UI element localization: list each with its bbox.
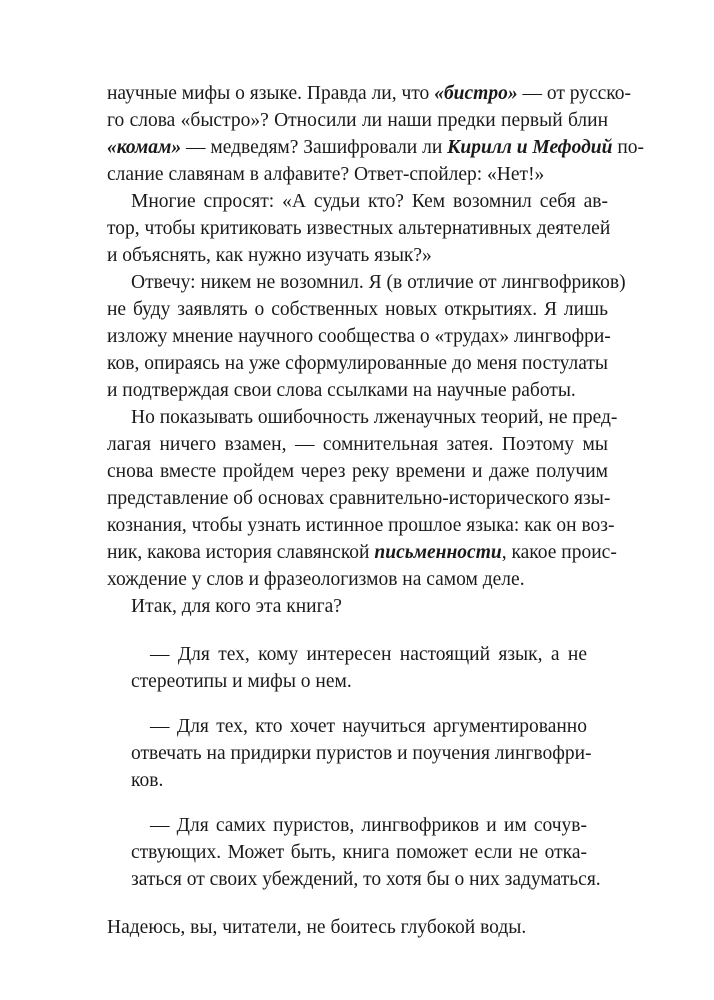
text-line (107, 486, 611, 512)
text-segment: заться от своих убеждений, то хотя бы о них задуматься. (131, 869, 601, 890)
text-segment: Отвечу: никем не возомнил. Я (в отличие от лингвофриков) (131, 272, 626, 293)
text-segment: ствующих. Может быть, книга поможет если не отка- (131, 842, 587, 863)
text-segment: представление об основах сравнительно-исторического язы- (107, 488, 611, 509)
text-line (107, 567, 608, 593)
text-segment: Итак, для кого эта книга? (131, 596, 342, 617)
list-item-line (131, 669, 587, 695)
text-line (107, 432, 608, 458)
text-segment: ник, какова история славянской (107, 542, 375, 563)
text-segment: — Для тех, кому интересен настоящий язык, а не (150, 644, 587, 665)
text-line (107, 297, 608, 323)
text-segment: стереотипы и мифы о нем. (131, 671, 352, 692)
emphasized-term: «бистро» (434, 83, 518, 104)
text-line (107, 540, 617, 566)
text-segment: кознания, чтобы узнать истинное прошлое языка: как он воз- (107, 515, 615, 536)
list-item-line (150, 813, 587, 839)
text-line (107, 135, 645, 161)
text-segment: , какое проис- (501, 542, 617, 563)
text-segment: по- (612, 137, 645, 158)
text-segment: ков. (131, 770, 164, 791)
text-line (131, 594, 608, 620)
emphasized-term: письменности (374, 542, 502, 563)
text-segment: — от русско- (517, 83, 632, 104)
list-item-line (131, 741, 592, 767)
text-segment: не буду заявлять о собственных новых открытиях. Я лишь (107, 299, 608, 320)
text-line (107, 351, 608, 377)
text-line (131, 270, 626, 296)
text-line (107, 324, 611, 350)
text-line (107, 459, 608, 485)
text-line (107, 513, 615, 539)
list-item-line (150, 714, 587, 740)
text-segment: го слова «быстро»? Относили ли наши предки первый блин (107, 110, 608, 131)
text-line (107, 162, 608, 188)
text-segment: изложу мнение научного сообщества о «трудах» лингвофри- (107, 326, 611, 347)
text-segment: Многие спросят: «А судьи кто? Кем возомнил себя ав- (131, 191, 608, 212)
emphasized-term: Кирилл и Мефодий (447, 137, 613, 158)
text-segment: тор, чтобы критиковать известных альтернативных деятелей (107, 218, 611, 239)
text-line (107, 81, 632, 107)
text-segment: слание славянам в алфавите? Ответ-спойлер: «Нет!» (107, 164, 545, 185)
text-segment: Но показывать ошибочность лженаучных теорий, не пред- (131, 407, 618, 428)
text-line (131, 189, 608, 215)
text-segment: и подтверждая свои слова ссылками на научные работы. (107, 380, 576, 401)
text-line (107, 216, 611, 242)
list-item-line (131, 768, 587, 794)
text-line (107, 915, 608, 941)
text-segment: и объяснять, как нужно изучать язык?» (107, 245, 432, 266)
text-segment: Надеюсь, вы, читатели, не боитесь глубокой воды. (107, 917, 527, 938)
text-segment: ков, опираясь на уже сформулированные до меня постулаты (107, 353, 608, 374)
text-segment: — Для тех, кто хочет научиться аргументированно (150, 716, 587, 737)
text-segment: отвечать на придирки пуристов и поучения лингвофри- (131, 743, 592, 764)
text-segment: научные мифы о языке. Правда ли, что (107, 83, 435, 104)
text-segment: снова вместе пройдем через реку времени и даже получим (107, 461, 608, 482)
text-segment: лагая ничего взамен, — сомнительная затея. Поэтому мы (107, 434, 608, 455)
text-line (107, 378, 608, 404)
text-segment: — Для самих пуристов, лингвофриков и им сочув- (150, 815, 587, 836)
list-item-line (131, 867, 601, 893)
text-segment: — медведям? Зашифровали ли (181, 137, 448, 158)
text-line (107, 108, 608, 134)
text-segment: хождение у слов и фразеологизмов на самом деле. (107, 569, 525, 590)
text-line (131, 405, 618, 431)
list-item-line (131, 840, 587, 866)
emphasized-term: «комам» (107, 137, 182, 158)
text-line (107, 243, 608, 269)
list-item-line (150, 642, 587, 668)
